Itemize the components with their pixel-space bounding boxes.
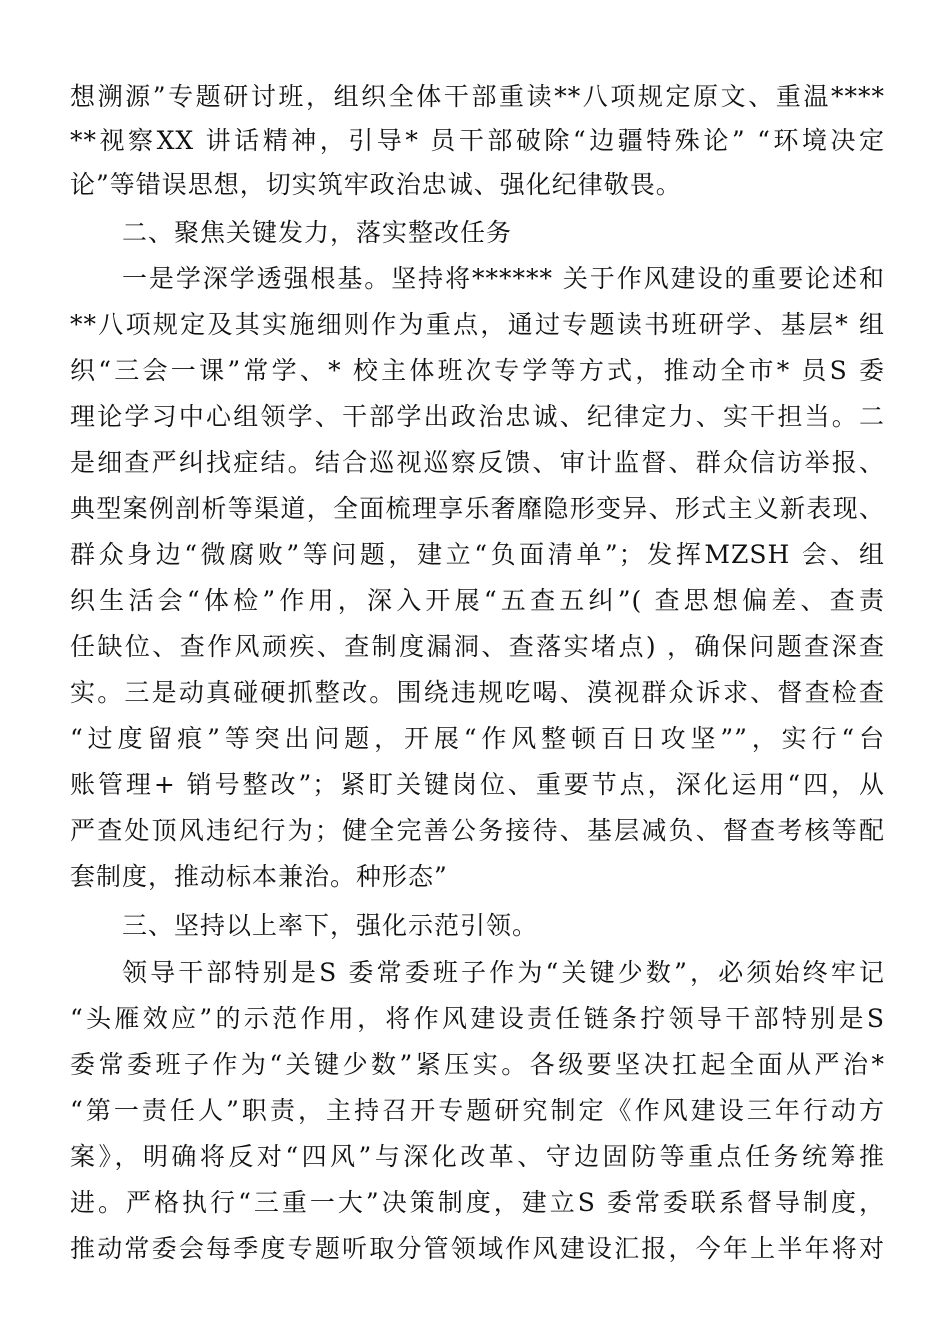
text-line-26: 推动常委会每季度专题听取分管领域作风建设汇报，今年上半年将对 [70, 1234, 885, 1263]
text-line-9: 是细查严纠找症结。结合巡视巡察反馈、审计监督、群众信访举报、 [70, 448, 885, 477]
text-line-6: **八项规定及其实施细则作为重点，通过专题读书班研学、基层* 组 [70, 310, 885, 339]
text-line-14: 实。三是动真碰硬抓整改。围绕违规吃喝、漠视群众诉求、督查检查 [70, 678, 885, 707]
text-line-18: 套制度，推动标本兼治。种形态” [70, 862, 448, 891]
text-line-23: “第一责任人”职责，主持召开专题研究制定《作风建设三年行动方 [70, 1096, 885, 1125]
section-heading-3: 三、坚持以上率下，强化示范引领。 [122, 911, 539, 940]
text-line-3: 论”等错误思想，切实筑牢政治忠诚、强化纪律敬畏。 [70, 170, 682, 199]
text-line-15: “过度留痕”等突出问题，开展“作风整顿百日攻坚””，实行“台 [70, 724, 885, 753]
text-line-12: 织生活会“体检”作用，深入开展“五查五纠”( 查思想偏差、查责 [70, 586, 885, 615]
text-line-25: 进。严格执行“三重一大”决策制度，建立S 委常委联系督导制度， [70, 1188, 885, 1217]
text-line-7: 织“三会一课”常学、* 校主体班次专学等方式，推动全市* 员S 委 [70, 356, 885, 385]
text-line-8: 理论学习中心组领学、干部学出政治忠诚、纪律定力、实干担当。二 [70, 402, 885, 431]
text-line-10: 典型案例剖析等渠道，全面梳理享乐奢靡隐形变异、形式主义新表现、 [70, 494, 885, 523]
text-line-1: 想溯源”专题研讨班，组织全体干部重读**八项规定原文、重温**** [70, 82, 885, 111]
text-line-5: 一是学深学透强根基。坚持将****** 关于作风建设的重要论述和 [122, 264, 885, 293]
text-line-11: 群众身边“微腐败”等问题，建立“负面清单”；发挥MZSH 会、组 [70, 540, 885, 569]
text-line-16: 账管理+ 销号整改”；紧盯关键岗位、重要节点，深化运用“四，从 [70, 770, 885, 799]
section-heading-2: 二、聚焦关键发力，落实整改任务 [122, 218, 513, 247]
text-line-24: 案》，明确将反对“四风”与深化改革、守边固防等重点任务统筹推 [70, 1142, 885, 1171]
text-line-20: 领导干部特别是S 委常委班子作为“关键少数”，必须始终牢记 [122, 958, 885, 987]
text-line-21: “头雁效应”的示范作用，将作风建设责任链条拧领导干部特别是S [70, 1004, 885, 1033]
text-line-17: 严查处顶风违纪行为；健全完善公务接待、基层减负、督查考核等配 [70, 816, 885, 845]
text-line-2: **视察XX 讲话精神，引导* 员干部破除“边疆特殊论” “环境决定 [70, 126, 885, 155]
text-line-22: 委常委班子作为“关键少数”紧压实。各级要坚决扛起全面从严治* [70, 1050, 885, 1079]
text-line-13: 任缺位、查作风顽疾、查制度漏洞、查落实堵点) ，确保问题查深查 [70, 632, 885, 661]
